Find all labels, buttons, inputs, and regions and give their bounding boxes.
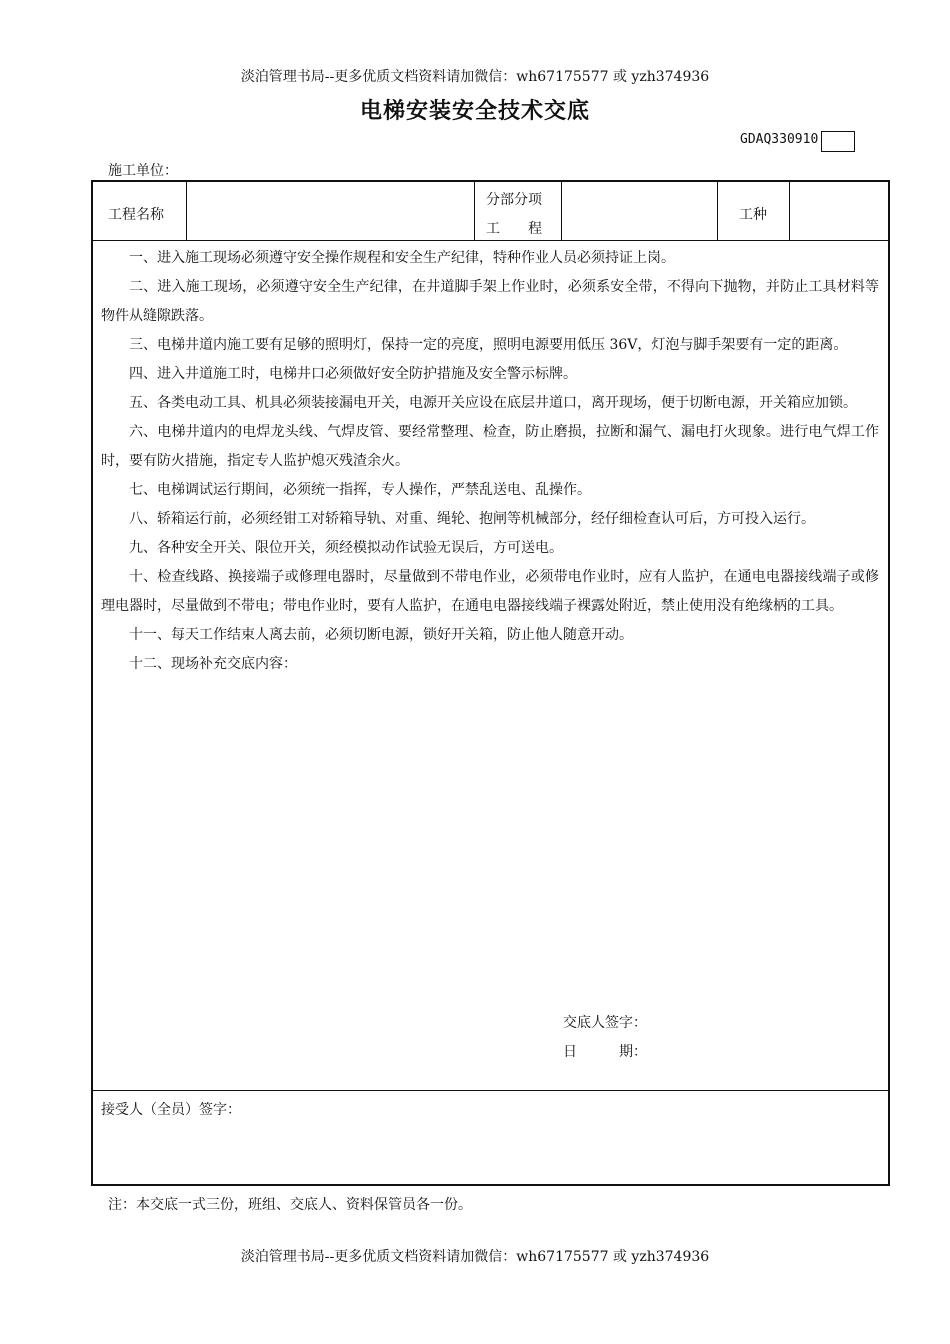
receiver-signature-field[interactable] (93, 1118, 888, 1184)
clause-2: 二、进入施工现场，必须遵守安全生产纪律，在井道脚手架上作业时，必须系安全带，不得向下抛物，并防止工具材料等物件从缝隙跌落。 (101, 279, 879, 324)
form-code: GDAQ330910 (740, 132, 819, 147)
col-divider-3 (561, 181, 562, 240)
clause-3: 三、电梯井道内施工要有足够的照明灯，保持一定的亮度，照明电源要用低压 36V，灯泡与脚手架要有一定的距离。 (129, 337, 848, 353)
header-watermark-note: 淡泊管理书局--更多优质文档资料请加微信：wh67175577 或 yzh374936 (240, 69, 710, 85)
project-name-label: 工程名称 (108, 207, 164, 223)
footer-watermark-note: 淡泊管理书局--更多优质文档资料请加微信：wh67175577 或 yzh374936 (240, 1249, 710, 1265)
project-name-field[interactable] (188, 182, 473, 239)
clause-4: 四、进入井道施工时，电梯井口必须做好安全防护措施及安全警示标牌。 (129, 366, 577, 382)
date-label: 日 期： (563, 1044, 647, 1060)
col-divider-4 (717, 181, 718, 240)
col-divider-2 (474, 181, 475, 240)
clause-5: 五、各类电动工具、机具必须装接漏电开关，电源开关应设在底层井道口，离开现场，便于切断电源，开关箱应加锁。 (129, 395, 857, 411)
receiver-row-divider (92, 1090, 889, 1091)
trade-label: 工种 (739, 207, 767, 223)
trade-field[interactable] (791, 182, 888, 239)
construction-unit-label: 施工单位： (108, 163, 178, 179)
sub-project-label: 分部分项 (486, 192, 542, 208)
form-code-box (821, 131, 855, 152)
presenter-signature-label: 交底人签字： (563, 1015, 647, 1031)
clause-8: 八、轿箱运行前，必须经钳工对轿箱导轨、对重、绳轮、抱闸等机械部分，经仔细检查认可后，方可投入运行。 (129, 511, 815, 527)
document-title: 电梯安装安全技术交底 (359, 99, 590, 124)
clause-7: 七、电梯调试运行期间，必须统一指挥，专人操作，严禁乱送电、乱操作。 (129, 482, 591, 498)
safety-clauses (101, 244, 879, 679)
sub-project-field[interactable] (563, 182, 716, 239)
header-row-divider (92, 240, 889, 241)
clause-11: 十一、每天工作结束人离去前，必须切断电源，锁好开关箱，防止他人随意开动。 (129, 627, 633, 643)
clause-9: 九、各种安全开关、限位开关，须经模拟动作试验无误后，方可送电。 (129, 540, 563, 556)
col-divider-5 (789, 181, 790, 240)
clause-1: 一、进入施工现场必须遵守安全操作规程和安全生产纪律，特种作业人员必须持证上岗。 (129, 250, 675, 266)
distribution-note: 注：本交底一式三份，班组、交底人、资料保管员各一份。 (108, 1197, 472, 1213)
col-divider-1 (186, 181, 187, 240)
receiver-signature-label: 接受人（全员）签字： (101, 1102, 241, 1118)
clause-10: 十、检查线路、换接端子或修理电器时，尽量做到不带电作业，必须带电作业时，应有人监护，在通电电器接线端子或修理电器时，尽量做到不带电；带电作业时，要有人监护，在通电电器接线端子裸露处附近，禁止使用没有绝缘柄的工具。 (101, 569, 879, 614)
clause-6: 六、电梯井道内的电焊龙头线、气焊皮管、要经常整理、检查，防止磨损，拉断和漏气、漏电打火现象。进行电气焊工作时，要有防火措施，指定专人监护熄灭残渣余火。 (101, 424, 879, 469)
sub-project-label-line2: 工 程 (486, 221, 542, 237)
clause-12-supplement: 十二、现场补充交底内容： (129, 656, 297, 672)
